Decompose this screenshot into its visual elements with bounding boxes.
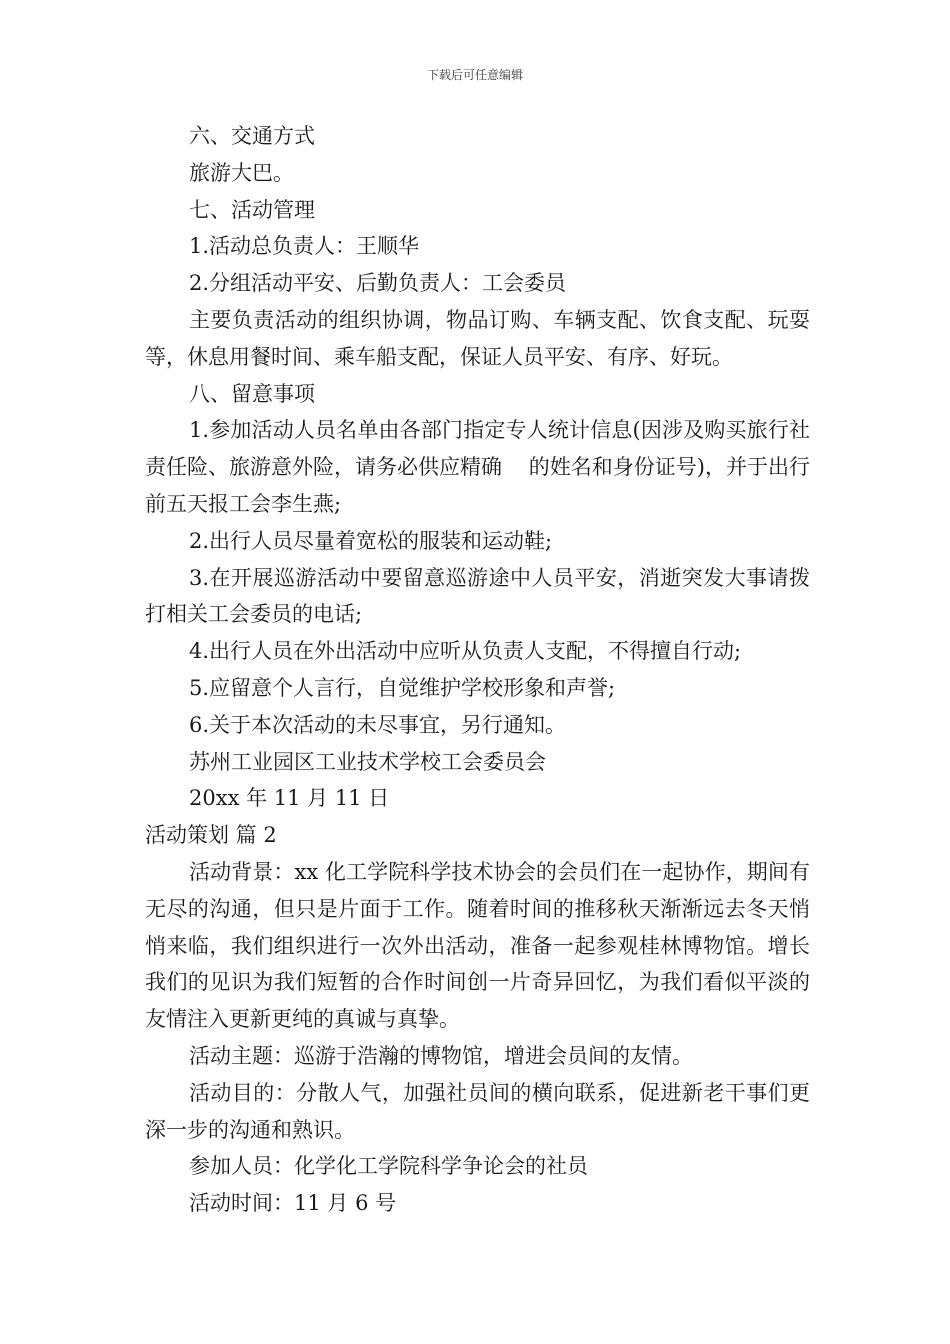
paragraph-management-duties: 主要负责活动的组织协调，物品订购、车辆支配、饮食支配、玩耍等，休息用餐时间、乘车船支配，保证人员平安、有序、好玩。 bbox=[145, 307, 810, 369]
section-heading-notes: 八、留意事项 bbox=[189, 381, 315, 406]
list-item-notes-2: 2.出行人员尽量着宽松的服装和运动鞋; bbox=[189, 528, 553, 553]
list-item-notes-5: 5.应留意个人言行，自觉维护学校形象和声誉; bbox=[189, 675, 616, 700]
paragraph-activity-theme: 活动主题：巡游于浩瀚的博物馆，增进会员间的友情。 bbox=[189, 1043, 693, 1068]
paragraph-participants: 参加人员：化学化工学院科学争论会的社员 bbox=[189, 1154, 588, 1179]
list-item-notes-1: 1.参加活动人员名单由各部门指定专人统计信息(因涉及购买旅行社责任险、旅游意外险，请务必供应精确 的姓名和身份证号)，并于出行前五天报工会李生燕; bbox=[145, 418, 810, 516]
section-title-plan-2: 活动策划 篇 2 bbox=[145, 823, 277, 848]
document-body bbox=[145, 118, 810, 1222]
section-heading-transport: 六、交通方式 bbox=[189, 124, 315, 148]
section-heading-management: 七、活动管理 bbox=[189, 197, 315, 222]
list-item-notes-4: 4.出行人员在外出活动中应听从负责人支配，不得擅自行动; bbox=[189, 639, 742, 664]
signature-organization: 苏州工业园区工业技术学校工会委员会 bbox=[189, 749, 546, 774]
paragraph-transport: 旅游大巴。 bbox=[189, 160, 294, 185]
list-item-management-1: 1.活动总负责人：王顺华 bbox=[189, 234, 420, 259]
paragraph-activity-purpose: 活动目的：分散人气，加强社员间的横向联系，促进新老干事们更深一步的沟通和熟识。 bbox=[145, 1080, 810, 1142]
list-item-management-2: 2.分组活动平安、后勤负责人：工会委员 bbox=[189, 271, 567, 296]
paragraph-activity-time: 活动时间：11 月 6 号 bbox=[189, 1191, 397, 1216]
page-header-note: 下载后可任意编辑 bbox=[426, 68, 523, 82]
signature-date: 20xx 年 11 月 11 日 bbox=[189, 786, 390, 811]
list-item-notes-6: 6.关于本次活动的未尽事宜，另行通知。 bbox=[189, 712, 567, 737]
paragraph-activity-background: 活动背景：xx 化工学院科学技术协会的会员们在一起协作，期间有无尽的沟通，但只是片面于工作。随着时间的推移秋天渐渐远去冬天悄悄来临，我们组织进行一次外出活动，准备一起参观桂林博物馆。增长我们的见识为我们短暂的合作时间创一片奇异回忆，为我们看似平淡的友情注入更新更纯的真诚与真挚。 bbox=[145, 859, 810, 1032]
list-item-notes-3: 3.在开展巡游活动中要留意巡游途中人员平安，消逝突发大事请拨打相关工会委员的电话; bbox=[145, 565, 810, 627]
